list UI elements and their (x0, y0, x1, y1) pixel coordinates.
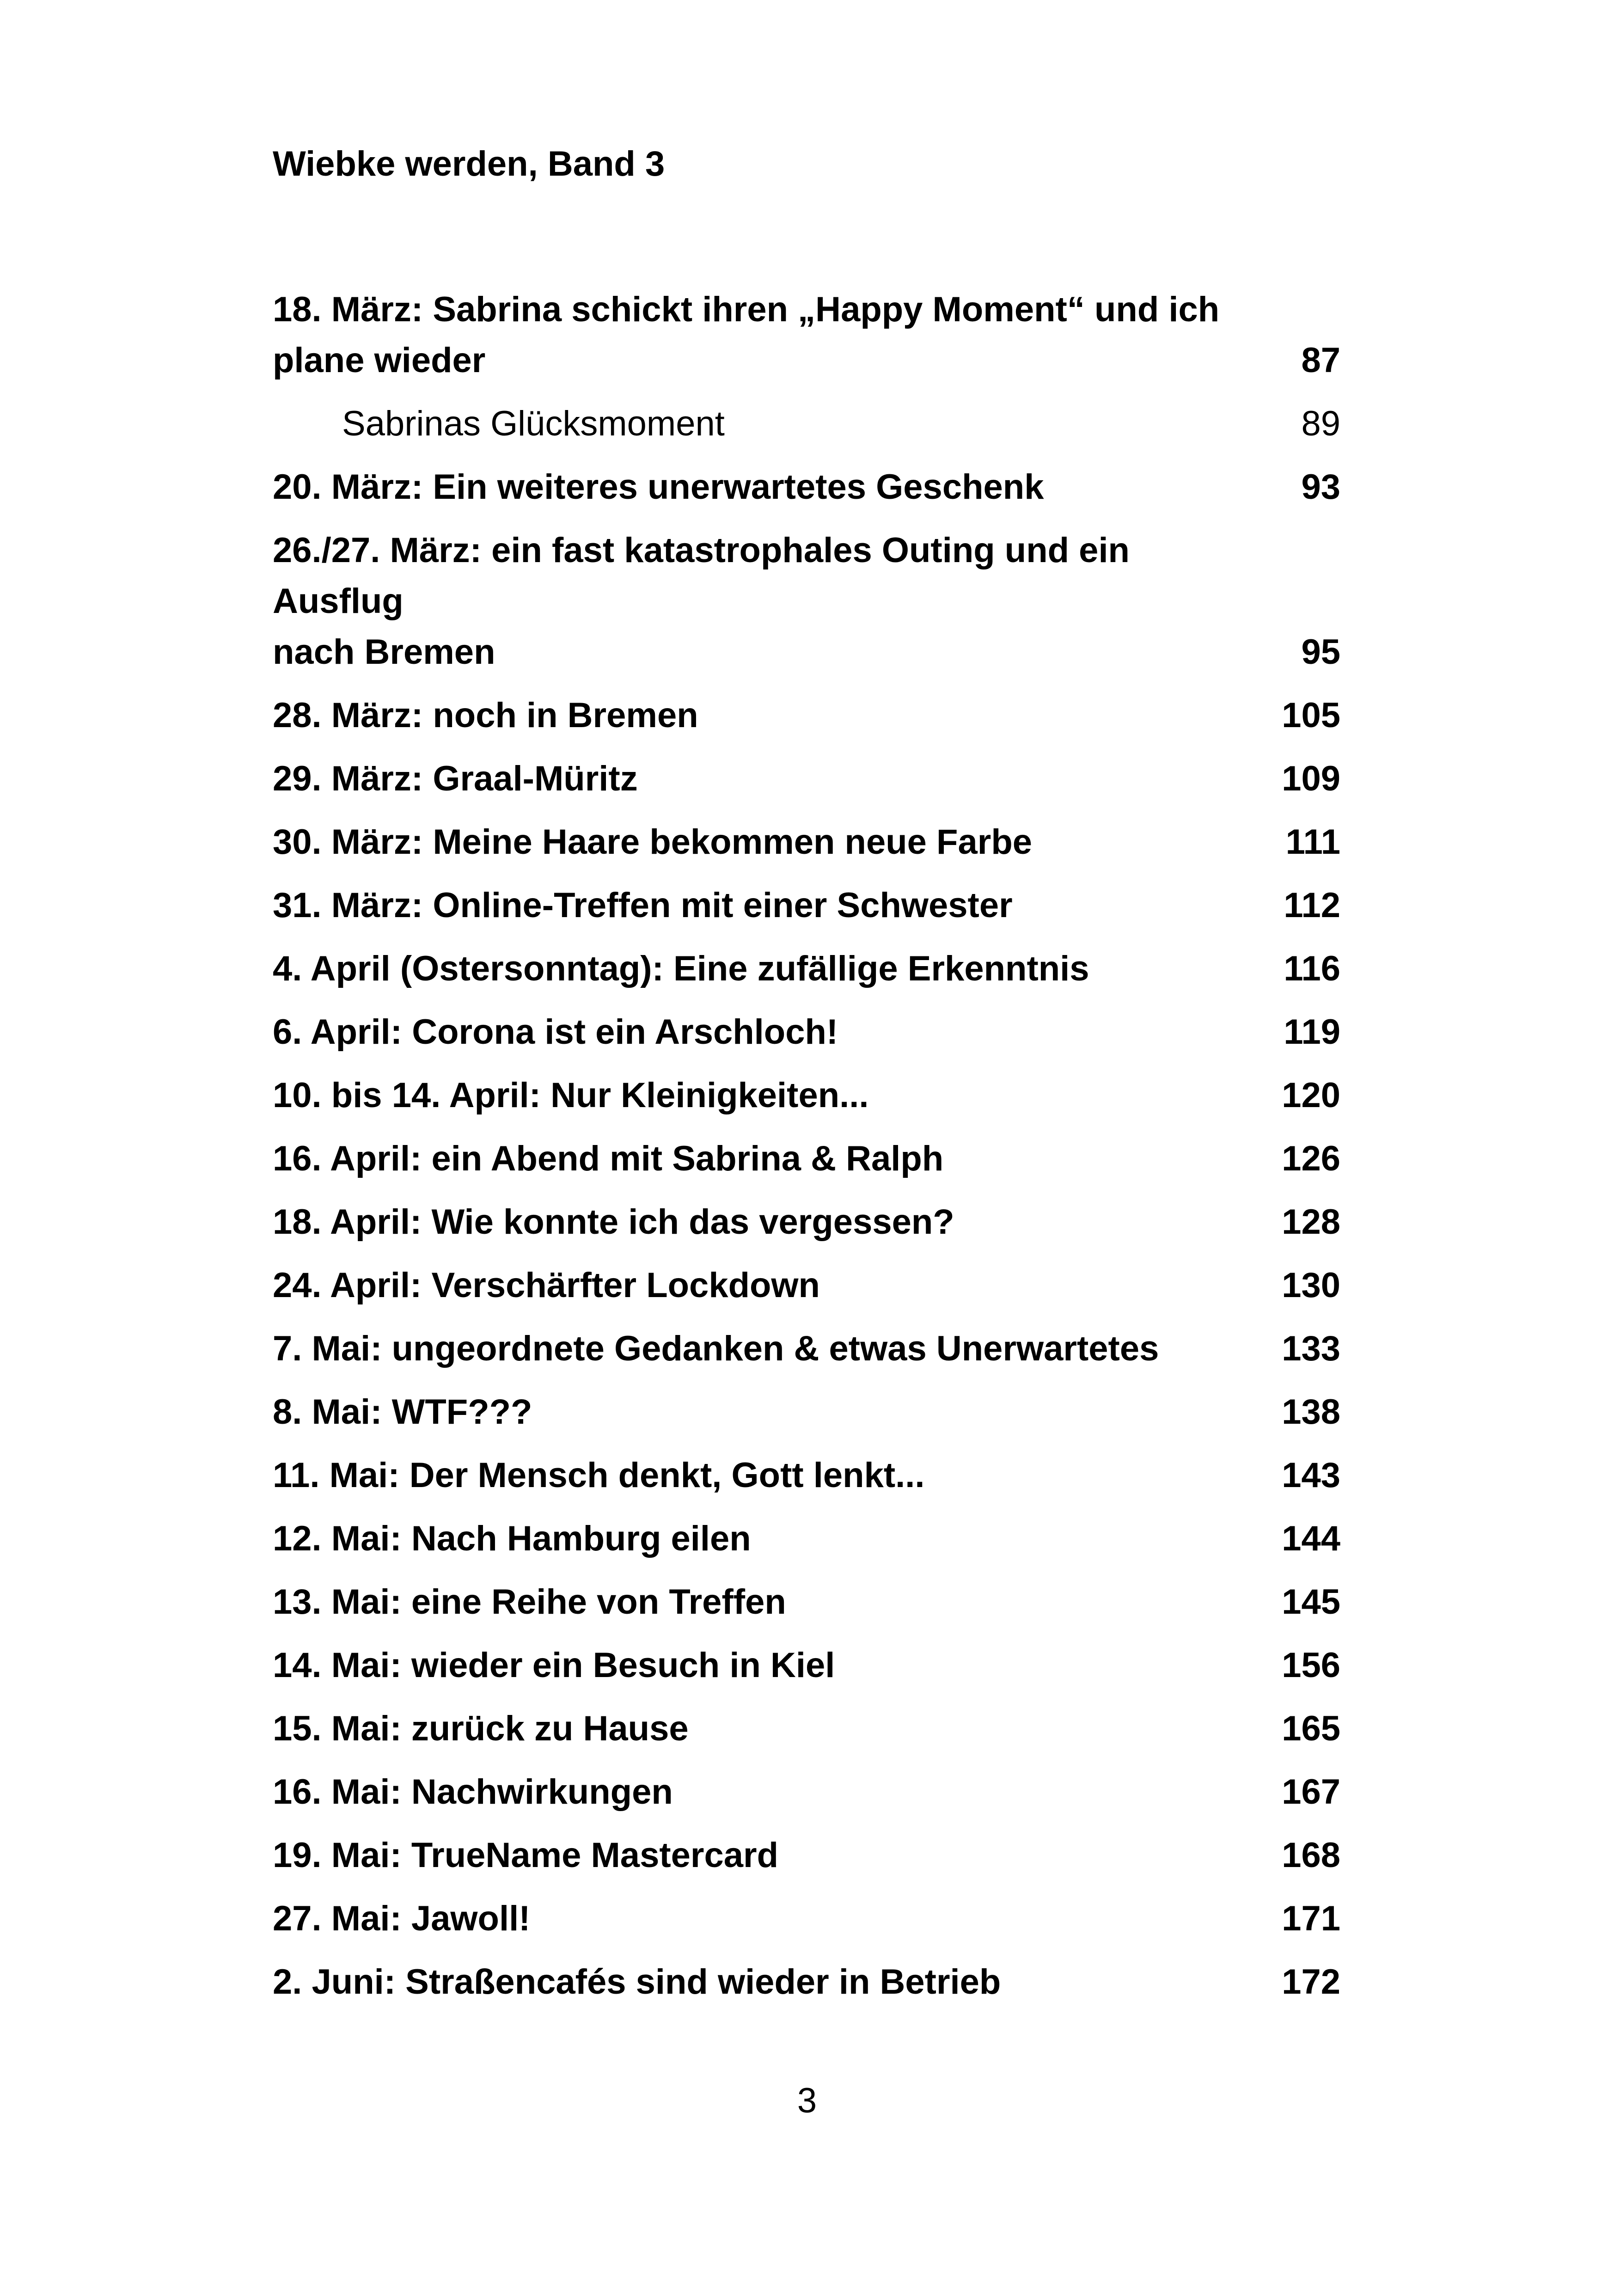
toc-entry-page: 128 (1282, 1202, 1340, 1242)
toc-entry (273, 1957, 1340, 2008)
toc-entry-title: 8. Mai: WTF??? (273, 1392, 532, 1432)
toc-entry-title: 4. April (Ostersonntag): Eine zufällige Erkenntnis (273, 949, 1089, 988)
table-of-contents (273, 284, 1340, 2020)
toc-entry (273, 1070, 1340, 1121)
toc-entry-page: 167 (1282, 1772, 1340, 1812)
toc-entry-page: 172 (1282, 1962, 1340, 2002)
toc-entry-page: 156 (1282, 1646, 1340, 1685)
toc-entry-title: 6. April: Corona ist ein Arschloch! (273, 1012, 838, 1052)
toc-entry-title: 13. Mai: eine Reihe von Treffen (273, 1582, 786, 1622)
toc-entry-page: 116 (1284, 949, 1340, 988)
toc-entry-title: 16. April: ein Abend mit Sabrina & Ralph (273, 1139, 944, 1178)
toc-entry (273, 1703, 1340, 1754)
toc-entry (273, 1007, 1340, 1058)
toc-subentry (273, 398, 1340, 449)
page-number: 3 (797, 2081, 817, 2120)
toc-entry-page: 87 (1301, 341, 1340, 380)
toc-entry (273, 690, 1340, 741)
toc-entry-page: 168 (1282, 1836, 1340, 1875)
toc-entry-title: 27. Mai: Jawoll! (273, 1899, 531, 1938)
toc-entry-page: 144 (1282, 1519, 1340, 1558)
toc-entry (273, 753, 1340, 804)
toc-entry (273, 1640, 1340, 1691)
toc-entry-title: 11. Mai: Der Mensch denkt, Gott lenkt... (273, 1456, 925, 1495)
toc-entry-page: 112 (1284, 886, 1340, 925)
toc-entry (273, 462, 1340, 513)
toc-entry-title: 31. März: Online-Treffen mit einer Schwester (273, 886, 1013, 925)
toc-entry-page: 93 (1301, 467, 1340, 507)
toc-entry-page: 89 (1301, 404, 1340, 443)
toc-entry (273, 1767, 1340, 1818)
toc-entry-title: 29. März: Graal-Müritz (273, 759, 638, 798)
toc-entry (273, 817, 1340, 868)
toc-entry (273, 1387, 1340, 1438)
toc-entry-page: 145 (1282, 1582, 1340, 1622)
toc-entry (273, 1450, 1340, 1501)
toc-entry (273, 1197, 1340, 1248)
toc-entry-title: 30. März: Meine Haare bekommen neue Farbe (273, 822, 1033, 862)
toc-entry-page: 133 (1282, 1329, 1340, 1368)
toc-entry-page: 119 (1284, 1012, 1340, 1052)
toc-entry-page: 126 (1282, 1139, 1340, 1178)
toc-entry-title: 16. Mai: Nachwirkungen (273, 1772, 673, 1812)
toc-entry (273, 1893, 1340, 1944)
toc-entry-page: 111 (1285, 822, 1340, 862)
toc-entry-page: 130 (1282, 1266, 1340, 1305)
toc-entry-title: 18. April: Wie konnte ich das vergessen? (273, 1202, 954, 1242)
toc-entry-title: 12. Mai: Nach Hamburg eilen (273, 1519, 751, 1558)
toc-entry (273, 1513, 1340, 1564)
toc-entry-title: 20. März: Ein weiteres unerwartetes Geschenk (273, 467, 1044, 507)
toc-entry-page: 171 (1282, 1899, 1340, 1938)
toc-entry-title: 14. Mai: wieder ein Besuch in Kiel (273, 1646, 835, 1685)
toc-entry (273, 1323, 1340, 1374)
toc-entry-title: 28. März: noch in Bremen (273, 696, 698, 735)
toc-entry-page: 105 (1282, 696, 1340, 735)
toc-entry (273, 1830, 1340, 1881)
toc-entry-title: 18. März: Sabrina schickt ihren „Happy Moment“ und ich plane wieder (273, 290, 1220, 380)
toc-entry-page: 165 (1282, 1709, 1340, 1748)
toc-entry (273, 525, 1340, 678)
toc-entry-page: 143 (1282, 1456, 1340, 1495)
toc-entry-title: 10. bis 14. April: Nur Kleinigkeiten... (273, 1076, 869, 1115)
toc-entry (273, 943, 1340, 994)
toc-entry-title: 2. Juni: Straßencafés sind wieder in Betrieb (273, 1962, 1001, 2002)
toc-entry-title: 24. April: Verschärfter Lockdown (273, 1266, 820, 1305)
toc-entry-page: 109 (1282, 759, 1340, 798)
toc-entry (273, 284, 1340, 386)
toc-entry (273, 1133, 1340, 1184)
running-header: Wiebke werden, Band 3 (273, 144, 665, 184)
toc-entry-page: 95 (1301, 632, 1340, 672)
toc-entry-page: 120 (1282, 1076, 1340, 1115)
toc-entry (273, 1260, 1340, 1311)
toc-entry-title: Sabrinas Glücksmoment (342, 404, 725, 443)
toc-entry (273, 1577, 1340, 1628)
toc-entry-title: 7. Mai: ungeordnete Gedanken & etwas Unerwartetes (273, 1329, 1159, 1368)
toc-entry-title: 15. Mai: zurück zu Hause (273, 1709, 689, 1748)
toc-entry-page: 138 (1282, 1392, 1340, 1432)
toc-entry-title: 26./27. März: ein fast katastrophales Outing und ein Ausflug nach Bremen (273, 531, 1130, 672)
toc-entry (273, 880, 1340, 931)
toc-entry-title: 19. Mai: TrueName Mastercard (273, 1836, 779, 1875)
